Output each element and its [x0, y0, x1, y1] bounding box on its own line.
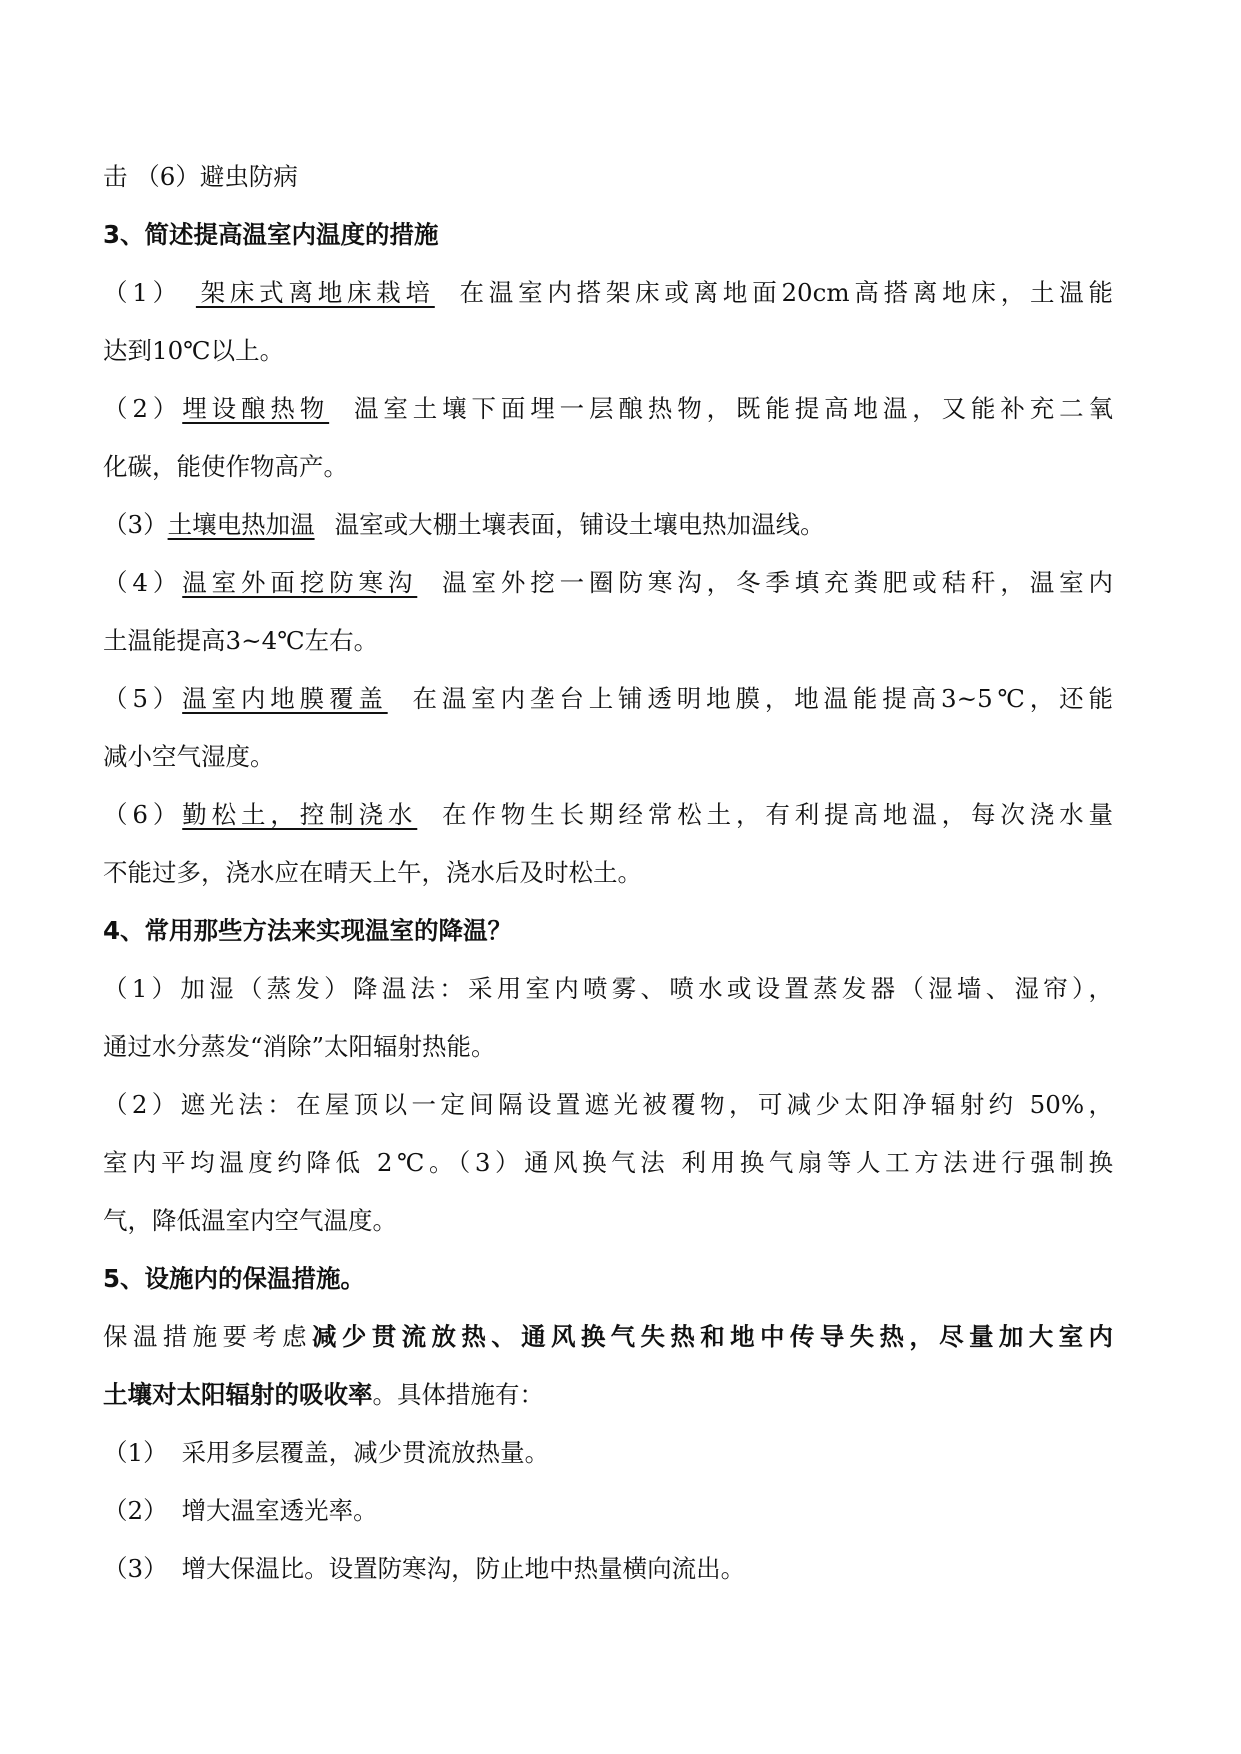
item-term: 勤松土，控制浇水	[182, 800, 418, 829]
section-5-heading: 5、设施内的保温措施。	[103, 1264, 366, 1293]
item-description: 温室土壤下面埋一层酿热物，既能提高地温，又能补充二氧	[349, 394, 1113, 423]
item-4-1-continued: 通过水分蒸发“消除”太阳辐射热能。	[103, 1032, 496, 1061]
item-3-2-continued: 化碳，能使作物高产。	[103, 452, 348, 481]
item-3-5-continued: 减小空气湿度。	[103, 742, 275, 771]
item-3-4	[103, 554, 1113, 612]
item-4-2-continued: 室内平均温度约降低 2℃。（3）通风换气法 利用换气扇等人工方法进行强制换	[103, 1148, 1113, 1177]
item-description: 在温室内搭架床或离地面20cm高搭离地床，土温能	[454, 278, 1113, 307]
item-description: 增大保温比。设置防寒沟，防止地中热量横向流出。	[181, 1554, 746, 1583]
intro-emphasis: 土壤对太阳辐射的吸收率	[103, 1380, 373, 1409]
item-3-4-continued: 土温能提高3~4℃左右。	[103, 626, 379, 655]
item-3-2	[103, 380, 1113, 438]
document-page	[103, 148, 1113, 1598]
item-3-3	[103, 496, 1113, 554]
item-4-1: （1）加湿（蒸发）降温法：采用室内喷雾、喷水或设置蒸发器（湿墙、湿帘），	[103, 974, 1113, 1003]
item-3-6-continued: 不能过多，浇水应在晴天上午，浇水后及时松土。	[103, 858, 642, 887]
item-number: （2）	[103, 394, 183, 423]
item-number: （3）	[103, 510, 168, 539]
item-3-1-continued: 达到10℃以上。	[103, 336, 285, 365]
item-number: （6）	[103, 800, 183, 829]
item-description: 增大温室透光率。	[181, 1496, 378, 1525]
item-number: （5）	[103, 684, 183, 713]
item-description: 温室或大棚土壤表面，铺设土壤电热加温线。	[334, 510, 825, 539]
item-term: 埋设酿热物	[182, 394, 330, 423]
item-3-6	[103, 786, 1113, 844]
item-number: （1）	[103, 1438, 168, 1467]
section-5-intro-continued	[103, 1366, 1113, 1424]
item-term: 架床式离地床栽培	[195, 278, 435, 307]
paragraph-line: 击 （6）避虫防病	[103, 162, 298, 191]
item-term: 温室内地膜覆盖	[182, 684, 388, 713]
intro-text: 保温措施要考虑	[103, 1322, 313, 1351]
section-4-heading: 4、常用那些方法来实现温室的降温？	[103, 916, 513, 945]
item-5-2	[103, 1482, 1113, 1540]
item-term: 温室外面挖防寒沟	[182, 568, 418, 597]
item-4-3-continued: 气，降低温室内空气温度。	[103, 1206, 397, 1235]
item-number: （4）	[103, 568, 183, 597]
item-description: 采用多层覆盖，减少贯流放热量。	[181, 1438, 550, 1467]
item-3-1	[103, 264, 1113, 322]
item-description: 温室外挖一圈防寒沟，冬季填充粪肥或秸秆，温室内	[437, 568, 1113, 597]
item-5-1	[103, 1424, 1113, 1482]
section-5-intro	[103, 1308, 1113, 1366]
item-4-2: （2）遮光法：在屋顶以一定间隔设置遮光被覆物，可减少太阳净辐射约 50%，	[103, 1090, 1113, 1119]
item-description: 在作物生长期经常松土，有利提高地温，每次浇水量	[437, 800, 1113, 829]
section-3-heading: 3、简述提高温室内温度的措施	[103, 220, 439, 249]
item-5-3	[103, 1540, 1113, 1598]
item-number: （3）	[103, 1554, 168, 1583]
intro-text: 。具体措施有：	[372, 1380, 544, 1409]
item-number: （2）	[103, 1496, 168, 1525]
item-description: 在温室内垄台上铺透明地膜，地温能提高3~5℃，还能	[407, 684, 1113, 713]
intro-emphasis: 减少贯流放热、通风换气失热和地中传导失热，尽量加大室内	[312, 1322, 1113, 1351]
item-3-5	[103, 670, 1113, 728]
item-term: 土壤电热加温	[167, 510, 315, 539]
item-number: （1）	[103, 278, 182, 307]
